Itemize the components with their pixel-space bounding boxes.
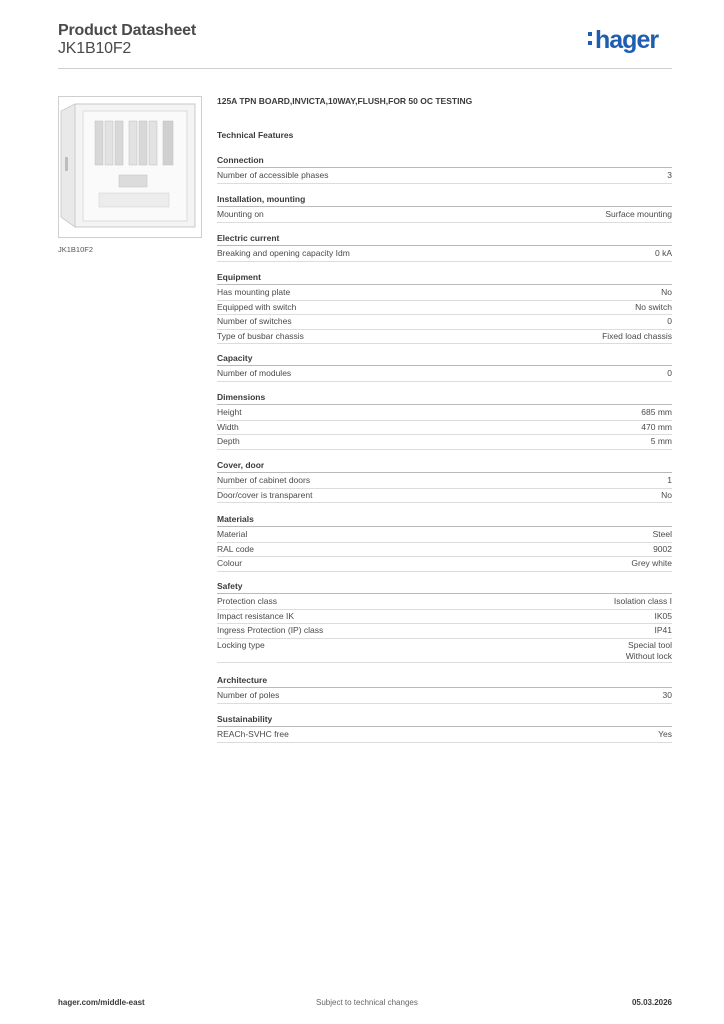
hager-logo — [595, 28, 658, 53]
spec-label: Equipped with switch — [217, 301, 297, 312]
spec-row — [217, 406, 672, 421]
spec-row — [217, 639, 672, 663]
spec-row — [217, 557, 672, 572]
product-image — [58, 96, 202, 238]
spec-label: RAL code — [217, 543, 255, 554]
section-title: Technical Features — [217, 130, 294, 140]
spec-label: Number of modules — [217, 368, 292, 378]
spec-row — [217, 474, 672, 489]
spec-row — [217, 421, 672, 436]
group-title: Safety — [217, 581, 672, 594]
image-caption: JK1B10F2 — [58, 245, 94, 254]
spec-label: Ingress Protection (IP) class — [217, 625, 324, 636]
spec-label: Colour — [217, 558, 243, 569]
spec-label: Locking type — [217, 639, 265, 650]
group-title: Connection — [217, 155, 672, 168]
spec-label: REACh-SVHC free — [217, 729, 289, 739]
spec-row — [217, 489, 672, 504]
spec-value: No — [661, 287, 672, 297]
footer-note: Subject to technical changes — [316, 998, 418, 1007]
spec-row — [217, 595, 672, 610]
spec-value: No switch — [635, 301, 672, 312]
spec-value: 9002 — [653, 543, 672, 554]
product-title: 125A TPN BOARD,INVICTA,10WAY,FLUSH,FOR 50 OC TESTING — [217, 96, 473, 106]
spec-row — [217, 610, 672, 625]
spec-label: Impact resistance IK — [217, 610, 295, 621]
header-divider — [58, 68, 672, 69]
spec-label: Width — [217, 421, 239, 432]
spec-label: Material — [217, 529, 248, 539]
spec-label: Type of busbar chassis — [217, 330, 304, 341]
group-title: Capacity — [217, 353, 672, 366]
spec-label: Has mounting plate — [217, 287, 291, 297]
spec-row — [217, 624, 672, 639]
spec-label: Number of accessible phases — [217, 170, 329, 180]
page-title: Product Datasheet — [58, 22, 196, 39]
spec-label: Height — [217, 407, 242, 417]
spec-value: 0 — [667, 368, 672, 378]
spec-value: 30 — [662, 690, 672, 700]
spec-value: 3 — [667, 170, 672, 180]
spec-value: IP41 — [654, 625, 672, 636]
spec-row — [217, 286, 672, 301]
group-title: Equipment — [217, 272, 672, 285]
spec-value: Steel — [652, 529, 672, 539]
group-title: Architecture — [217, 675, 672, 688]
spec-row — [217, 208, 672, 223]
group-title: Materials — [217, 514, 672, 527]
group-title: Dimensions — [217, 392, 672, 405]
spec-value: 470 mm — [641, 421, 672, 432]
group-title: Cover, door — [217, 460, 672, 473]
spec-row — [217, 728, 672, 743]
spec-label: Door/cover is transparent — [217, 489, 313, 500]
spec-row — [217, 330, 672, 345]
spec-value: Grey white — [631, 558, 672, 569]
spec-value: IK05 — [654, 610, 672, 621]
group-title: Electric current — [217, 233, 672, 246]
spec-row — [217, 367, 672, 382]
spec-label: Breaking and opening capacity Idm — [217, 248, 350, 258]
spec-label: Number of poles — [217, 690, 280, 700]
footer-date: 05.03.2026 — [631, 998, 672, 1007]
spec-value: Isolation class I — [613, 596, 672, 606]
spec-row — [217, 689, 672, 704]
spec-value: 5 mm — [650, 436, 672, 447]
spec-value: No — [661, 489, 672, 500]
spec-row — [217, 528, 672, 543]
spec-label: Number of switches — [217, 316, 292, 327]
spec-row — [217, 169, 672, 184]
spec-value: 0 — [667, 316, 672, 327]
spec-value-secondary: Without lock — [625, 650, 672, 661]
footer-website: hager.com/middle-east — [58, 998, 145, 1007]
spec-row — [217, 435, 672, 450]
spec-row — [217, 247, 672, 262]
spec-label: Mounting on — [217, 209, 264, 219]
group-title: Installation, mounting — [217, 194, 672, 207]
spec-label: Protection class — [217, 596, 277, 606]
logo-dots-icon — [588, 32, 592, 50]
spec-value: Surface mounting — [605, 209, 672, 219]
distribution-board-icon — [59, 97, 201, 237]
spec-value: 0 kA — [654, 248, 672, 258]
spec-row — [217, 543, 672, 558]
spec-label: Depth — [217, 436, 240, 447]
spec-value: 685 mm — [641, 407, 672, 417]
group-title: Sustainability — [217, 714, 672, 727]
spec-value: 1 — [667, 475, 672, 485]
logo-text: hager — [595, 26, 659, 54]
product-code: JK1B10F2 — [58, 40, 132, 57]
spec-value: Yes — [658, 729, 672, 739]
spec-value: Special tool — [628, 639, 672, 650]
spec-label: Number of cabinet doors — [217, 475, 311, 485]
spec-row — [217, 315, 672, 330]
spec-row — [217, 301, 672, 316]
spec-value: Fixed load chassis — [602, 330, 672, 341]
